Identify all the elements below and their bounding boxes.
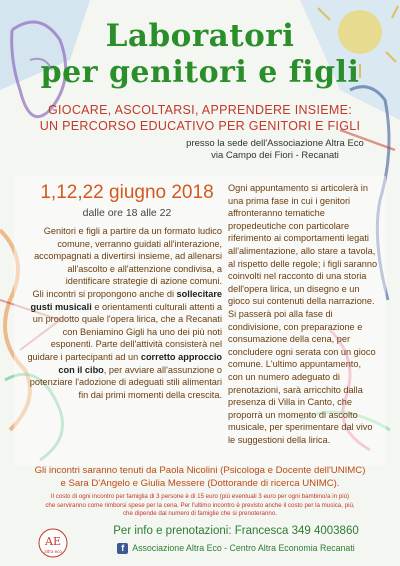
subtitle-line-2: UN PERCORSO EDUCATIVO PER GENITORI E FIGLI — [39, 119, 361, 133]
left-paragraph-2-text-e: , per avviare all'assunzione o potenziare l'adozione di adeguati stili alimentari fin dai primi momenti della crescita. — [29, 364, 222, 400]
fine-print-line-2: che serviranno come rimborsi spese per la cena. Per l'ultimo incontro è previsto anche il costo per la musica, più, — [45, 501, 355, 509]
speakers-info — [10, 464, 390, 490]
fine-print-line-1: Il costo di ogni incontro per famiglia di 3 persone è di 15 euro (più eventuali 3 euro per ogni bambino/a in più) — [50, 493, 350, 500]
left-paragraph-2-text-a: Gli incontri si propongono anche di — [32, 288, 177, 299]
address-line: via Campo dei Fiori - Recanati — [211, 150, 339, 161]
speakers-line-1: Gli incontri saranno tenuti da Paola Nicolini (Psicologa e Docente dell'UNIMC) — [34, 465, 366, 476]
altra-eco-logo — [38, 528, 68, 558]
left-paragraph-2-text-c: e orientamenti culturali attenti a un prodotto quale l'opera lirica, che a Recanati con Beniamino Gigli ha uno dei più noti esponenti. Parte dell'attività consisterà nel guidare i partecipanti ad un — [27, 301, 222, 362]
facebook-page-name: Associazione Altra Eco - Centro Altra Economia Recanati — [132, 543, 355, 553]
speakers-line-2: e Sara D'Angelo e Giulia Messere (Dottorande di ricerca UNIMC). — [60, 478, 340, 489]
event-dates: 1,12,22 giugno 2018 — [40, 182, 214, 203]
facebook-page-link[interactable] — [86, 543, 386, 554]
highlight-musical-tastes: sollecitare gusti musicali — [30, 288, 222, 312]
cost-fine-print — [10, 493, 390, 519]
left-paragraph-1: Genitori e figli a partire da un formato ludico comune, verranno guidati all'interazione, accompagnati a divertirsi insieme, ad allenarsi all'ascolto e all'attenzione condivisa, a identificare strategie di azione comuni. — [34, 226, 222, 287]
event-hours: dalle ore 18 alle 22 — [82, 207, 172, 219]
contact-info: Per info e prenotazioni: Francesca 349 4003860 — [113, 525, 359, 537]
venue-line: presso la sede dell'Associazione Altra Eco — [186, 138, 364, 149]
title-line-1: Laboratori — [105, 18, 295, 54]
description-left-column — [22, 225, 222, 401]
fine-print-line-3: che dipende dal numero di famiglie che si prenoteranno. — [122, 510, 278, 518]
title-line-2: per genitori e figli — [40, 55, 360, 90]
facebook-icon: f — [117, 543, 128, 554]
logo-letters: AE — [45, 535, 61, 548]
left-paragraph-2 — [22, 288, 222, 401]
logo-caption: altra eco — [44, 549, 62, 554]
right-paragraph-1: Ogni appuntamento si articolerà in una prima fase in cui i genitori affronteranno tematiche propedeutiche con particolare riferimento ai comportamenti legati all'alimentazione, allo stare a tavola, al rispetto delle regole; i figli saranno coinvolti nel racconto di una storia dell'opera lirica, un disegno e un gioco sui contenuti della narrazione. — [228, 183, 378, 307]
highlight-food-approach: corretto approccio con il cibo — [58, 351, 222, 375]
subtitle-line-1: GIOCARE, ASCOLTARSI, APPRENDERE INSIEME: — [48, 103, 352, 117]
right-paragraph-2: Si passerà poi alla fase di condivisione, con preparazione e consumazione della cena, per concludere ogni serata con un gioco comune. L'ultimo appuntamento, con un numero adeguato di prenotazioni, sarà arricchito dalla presenza di Villa in Canto, che proporrà un momento di ascolto musicale, per sperimentare dal vivo le suggestioni della lirica. — [228, 308, 376, 445]
description-right-column — [228, 182, 378, 446]
